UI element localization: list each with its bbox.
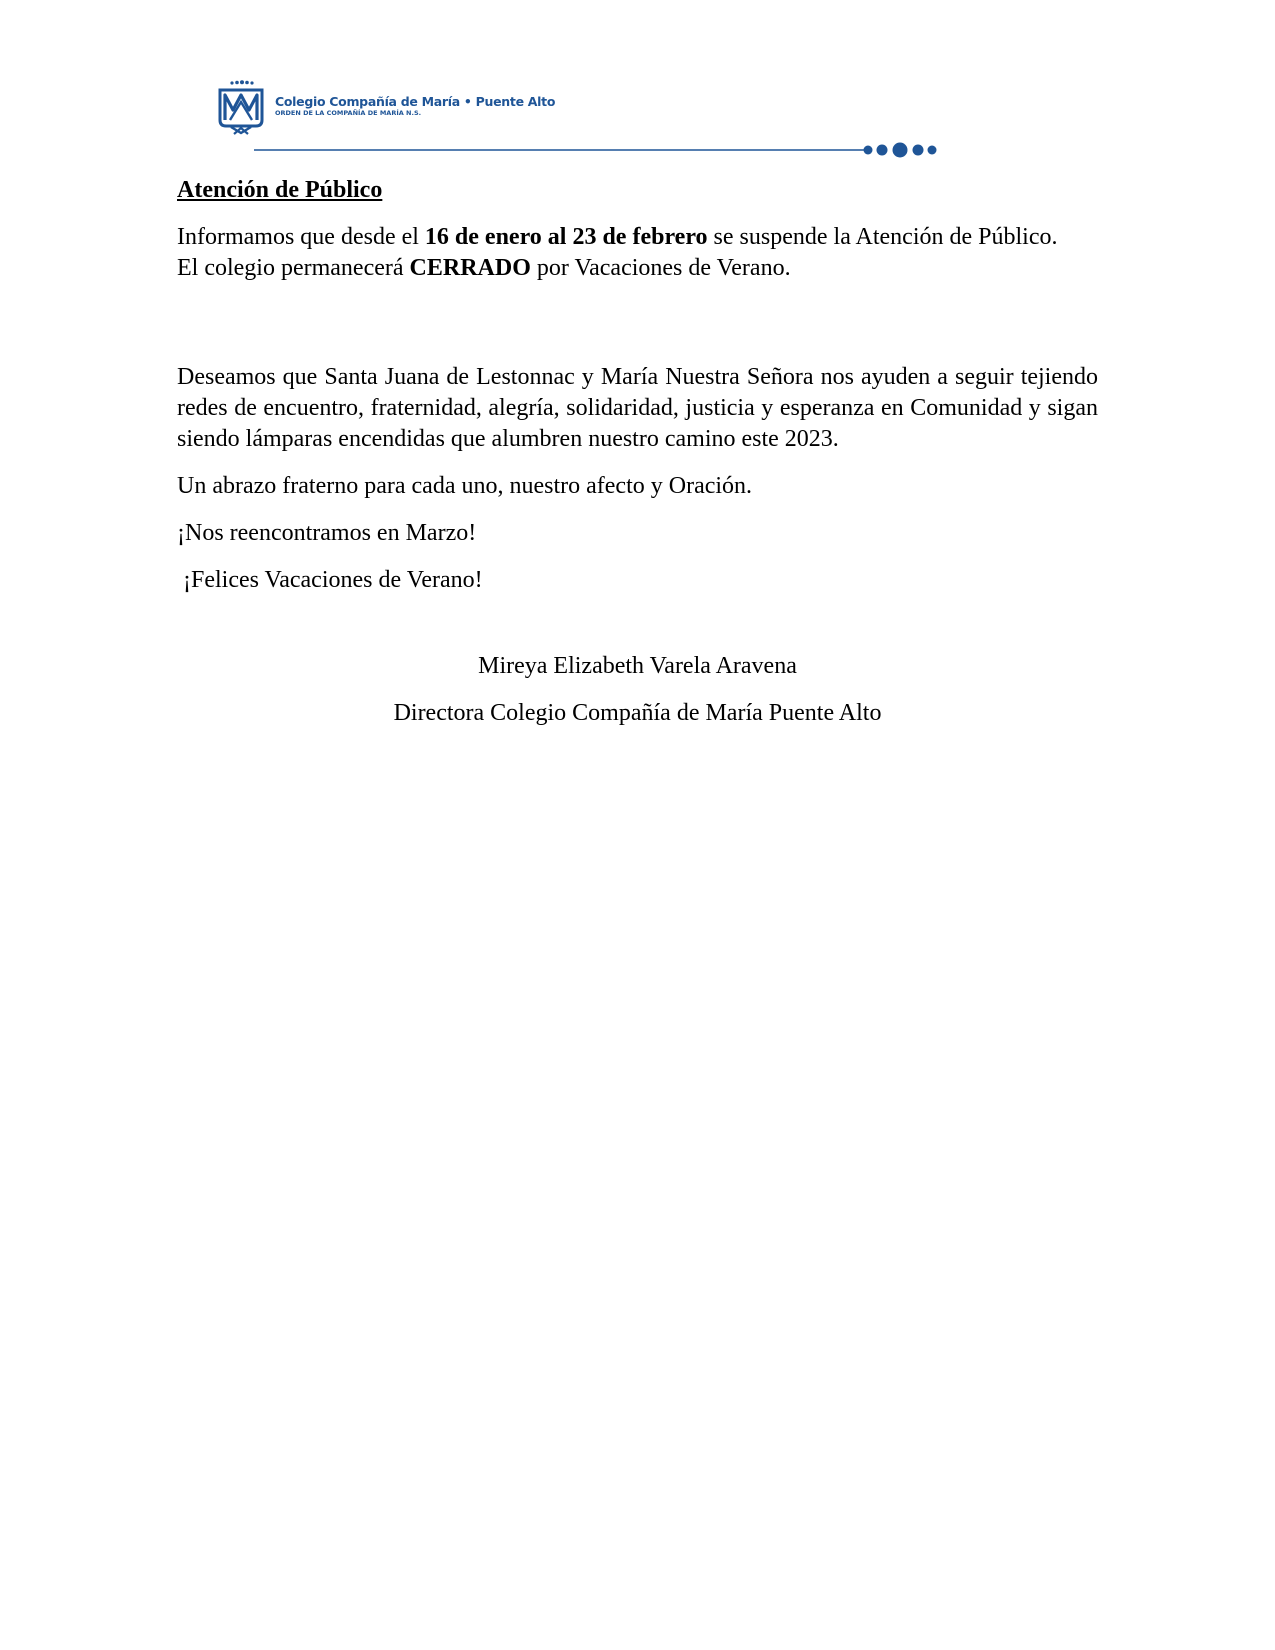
logo-text [275, 94, 555, 118]
closure-line-2-post: por Vacaciones de Verano. [530, 255, 791, 281]
closed-word: CERRADO [409, 255, 531, 281]
notice-heading: Atención de Público [177, 177, 383, 203]
logo-order-name: ORDEN DE LA COMPAÑÍA DE MARÍA N.S. [275, 109, 422, 117]
closure-paragraph [177, 222, 1098, 284]
header-divider [254, 142, 954, 158]
school-logo [218, 80, 556, 138]
reunion-paragraph: ¡Nos reencontramos en Marzo! [177, 520, 477, 546]
closure-line-1-post: se suspende la Atención de Público. [707, 224, 1058, 250]
signatory-name: Mireya Elizabeth Varela Aravena [478, 653, 797, 679]
closure-line-1-pre: Informamos que desde el [177, 224, 425, 250]
wishes-paragraph: Deseamos que Santa Juana de Lestonnac y María Nuestra Señora nos ayuden a seguir tejiendo redes de encuentro, fraternidad, alegría, solidaridad, justicia y esperanza en Comunidad y sigan siendo lámparas encendidas que alumbren nuestro camino este 2023. [177, 364, 1098, 452]
notice-body [177, 175, 1098, 612]
signatory-title: Directora Colegio Compañía de María Puente Alto [393, 700, 882, 726]
logo-school-name: Colegio Compañía de María • Puente Alto [275, 94, 556, 109]
closure-dates: 16 de enero al 23 de febrero [424, 224, 708, 250]
paragraph-spacer [177, 300, 1098, 362]
closure-line-2 [177, 253, 1098, 284]
school-crest-icon [218, 80, 264, 136]
closure-line-2-pre: El colegio permanecerá [177, 255, 410, 281]
closure-line-1 [177, 222, 1098, 253]
embrace-paragraph: Un abrazo fraterno para cada uno, nuestro afecto y Oración. [177, 473, 753, 499]
holidays-paragraph: ¡Felices Vacaciones de Verano! [183, 567, 483, 593]
